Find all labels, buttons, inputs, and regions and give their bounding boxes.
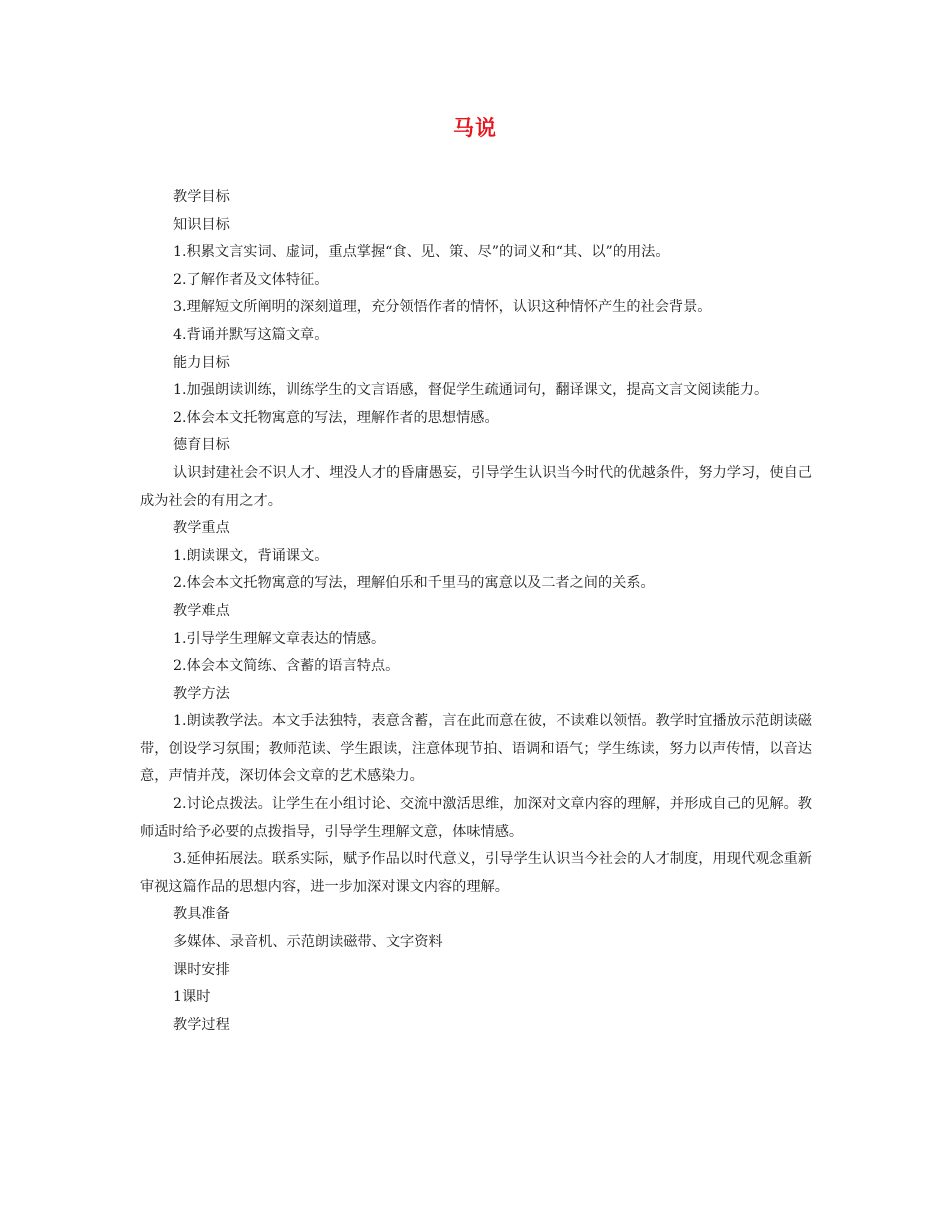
list-item: 1.朗读教学法。本文手法独特，表意含蓄，言在此而意在彼，不读难以领悟。教学时宜播放示范朗读磁带，创设学习氛围；教师范读、学生跟读，注意体现节拍、语调和语气；学生练读，努力以声传情，以音达意，声情并茂，深切体会文章的艺术感染力。 (140, 713, 812, 785)
section-heading-methods: 教学方法 (173, 685, 230, 702)
section-heading-teaching-goals: 教学目标 (173, 189, 230, 205)
list-item: 2.体会本文托物寓意的写法，理解作者的思想情感。 (173, 409, 499, 426)
subheading-moral-goals: 德育目标 (173, 437, 230, 454)
subheading-knowledge-goals: 知识目标 (173, 216, 230, 233)
list-item: 2.了解作者及文体特征。 (173, 271, 329, 288)
list-item: 4.背诵并默写这篇文章。 (173, 326, 329, 343)
section-heading-schedule: 课时安排 (173, 961, 230, 978)
document-body (140, 184, 812, 1039)
list-item: 2.体会本文简练、含蓄的语言特点。 (173, 658, 400, 675)
list-item: 2.讨论点拨法。让学生在小组讨论、交流中激活思维，加深对文章内容的理解，并形成自己的见解。教师适时给予必要的点拨指导，引导学生理解文意，体味情感。 (140, 796, 812, 840)
section-heading-key-points: 教学重点 (173, 520, 230, 537)
section-heading-materials: 教具准备 (173, 906, 230, 923)
list-item: 2.体会本文托物寓意的写法，理解伯乐和千里马的寓意以及二者之间的关系。 (173, 575, 655, 592)
section-heading-difficulties: 教学难点 (173, 602, 230, 619)
subheading-ability-goals: 能力目标 (173, 354, 230, 371)
paragraph: 1课时 (173, 989, 211, 1006)
list-item: 1.引导学生理解文章表达的情感。 (173, 630, 386, 647)
list-item: 3.延伸拓展法。联系实际，赋予作品以时代意义，引导学生认识当今社会的人才制度，用现代观念重新审视这篇作品的思想内容，进一步加深对课文内容的理解。 (140, 851, 812, 895)
section-heading-process: 教学过程 (173, 1016, 230, 1033)
list-item: 1.朗读课文，背诵课文。 (173, 547, 329, 564)
list-item: 3.理解短文所阐明的深刻道理，充分领悟作者的情怀，认识这种情怀产生的社会背景。 (173, 299, 712, 316)
paragraph: 多媒体、录音机、示范朗读磁带、文字资料 (173, 934, 443, 951)
paragraph: 认识封建社会不识人才、埋没人才的昏庸愚妄，引导学生认识当今时代的优越条件，努力学习，使自己成为社会的有用之才。 (140, 464, 812, 509)
list-item: 1.加强朗读训练，训练学生的文言语感，督促学生疏通词句，翻译课文，提高文言文阅读能力。 (173, 382, 769, 399)
document-title: 马说 (453, 115, 497, 140)
list-item: 1.积累文言实词、虚词，重点掌握“食、见、策、尽”的词义和“其、以”的用法。 (173, 244, 670, 261)
